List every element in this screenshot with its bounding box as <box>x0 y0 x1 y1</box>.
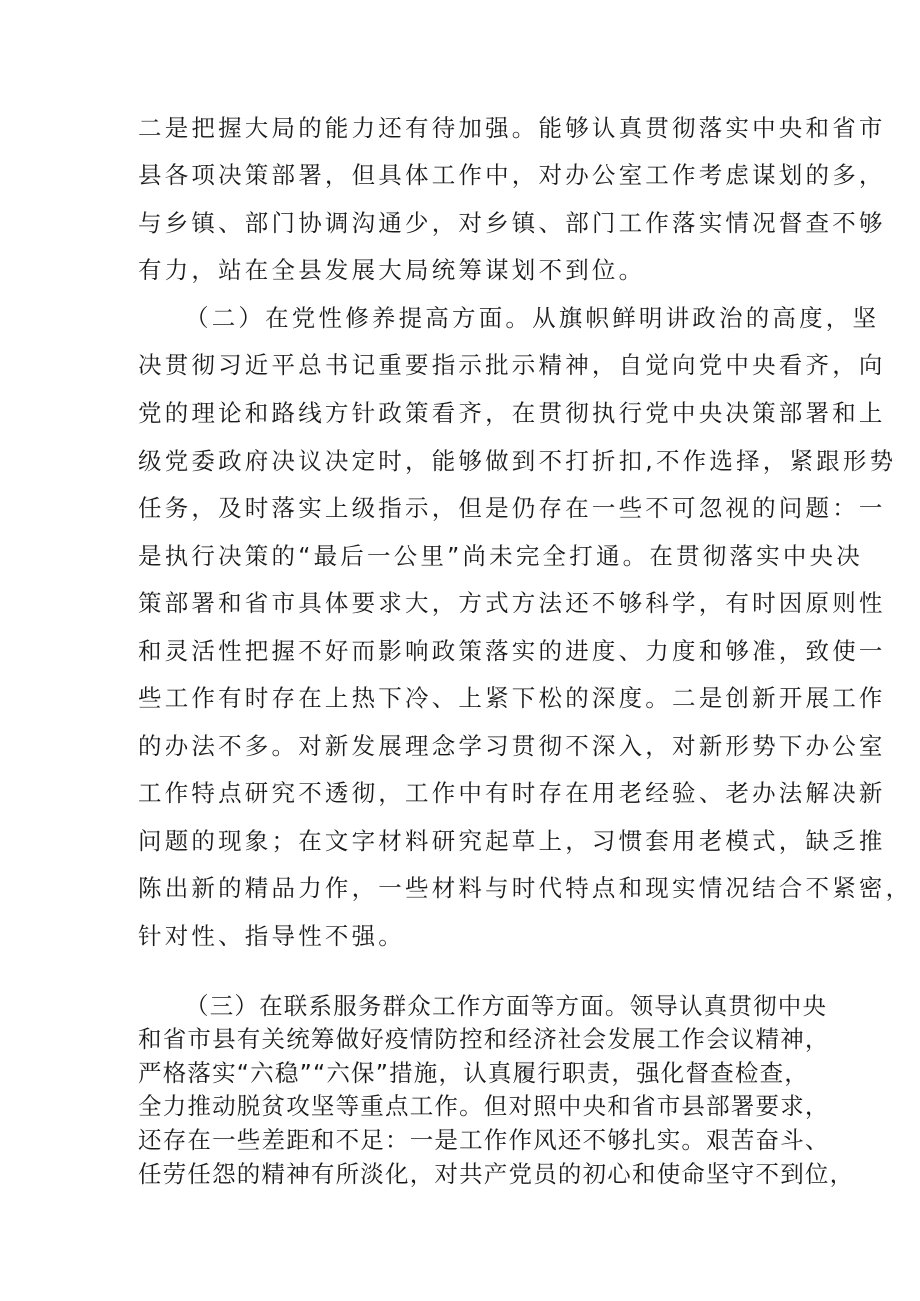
paragraph-2-line-1: （二）在党性修养提高方面。从旗帜鲜明讲政治的高度，坚 <box>185 304 880 332</box>
paragraph-1-line-3: 与乡镇、部门协调沟通少，对乡镇、部门工作落实情况督查不够 <box>138 209 886 237</box>
paragraph-2-line-9: 些工作有时存在上热下冷、上紧下松的深度。二是创新开展工作 <box>138 684 886 712</box>
paragraph-2-line-11: 工作特点研究不透彻，工作中有时存在用老经验、老办法解决新 <box>138 779 886 807</box>
paragraph-2-line-14: 针对性、指导性不强。 <box>138 922 405 950</box>
paragraph-2-line-6: 是执行决策的“最后一公里”尚未完全打通。在贯彻落实中央决 <box>138 542 863 570</box>
paragraph-3-line-6: 任劳任怨的精神有所淡化，对共产党员的初心和使命坚守不到位， <box>138 1160 855 1188</box>
paragraph-2-line-2: 决贯彻习近平总书记重要指示批示精神，自觉向党中央看齐，向 <box>138 351 886 379</box>
paragraph-1-line-1: 二是把握大局的能力还有待加强。能够认真贯彻落实中央和省市 <box>138 114 886 142</box>
paragraph-2-line-7: 策部署和省市具体要求大，方式方法还不够科学，有时因原则性 <box>138 589 886 617</box>
paragraph-2-line-10: 的办法不多。对新发展理念学习贯彻不深入，对新形势下办公室 <box>138 732 886 760</box>
paragraph-3-line-5: 还存在一些差距和不足：一是工作作风还不够扎实。艰苦奋斗、 <box>138 1126 830 1154</box>
paragraph-3-line-2: 和省市县有关统筹做好疫情防控和经济社会发展工作会议精神， <box>138 1025 830 1053</box>
paragraph-2-line-5: 任务，及时落实上级指示，但是仍存在一些不可忽视的问题：一 <box>138 494 886 522</box>
paragraph-1-line-4: 有力，站在全县发展大局统筹谋划不到位。 <box>138 256 646 284</box>
paragraph-3-line-3: 严格落实“六稳”“六保”措施，认真履行职责，强化督查检查， <box>138 1059 809 1087</box>
paragraph-2-line-12: 问题的现象；在文字材料研究起草上，习惯套用老模式，缺乏推 <box>138 827 886 855</box>
paragraph-3-line-1: （三）在联系服务群众工作方面等方面。领导认真贯彻中央 <box>185 992 828 1020</box>
paragraph-2-line-8: 和灵活性把握不好而影响政策落实的进度、力度和够准，致使一 <box>138 637 886 665</box>
paragraph-2-line-4: 级党委政府决议决定时，能够做到不打折扣,不作选择，紧跟形势 <box>138 447 897 475</box>
paragraph-2-line-3: 党的理论和路线方针政策看齐，在贯彻执行党中央决策部署和上 <box>138 399 886 427</box>
paragraph-3-line-4: 全力推动脱贫攻坚等重点工作。但对照中央和省市县部署要求， <box>138 1092 830 1120</box>
paragraph-2-line-13: 陈出新的精品力作，一些材料与时代特点和现实情况结合不紧密， <box>138 874 913 902</box>
paragraph-1-line-2: 县各项决策部署，但具体工作中，对办公室工作考虑谋划的多， <box>138 161 886 189</box>
